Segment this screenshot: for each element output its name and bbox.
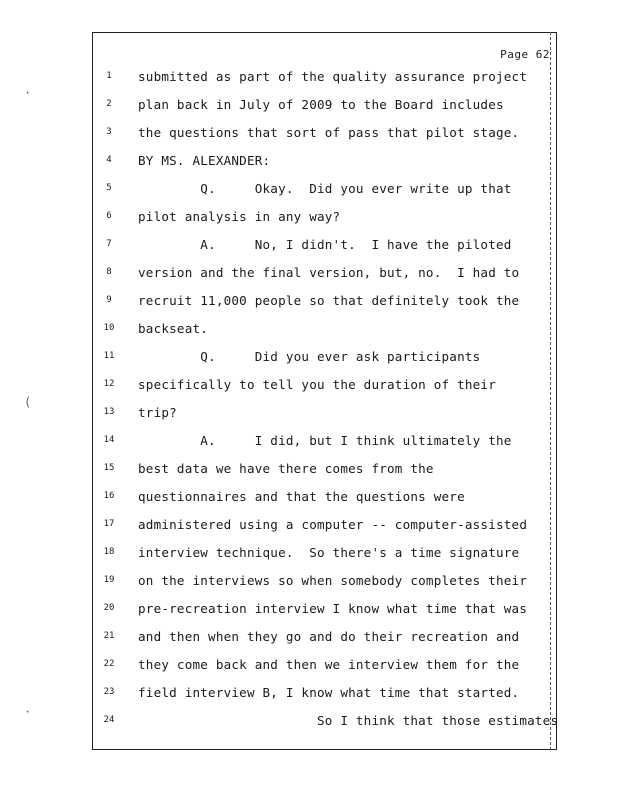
line-number: 11: [103, 351, 115, 361]
line-number: 19: [103, 575, 115, 585]
line-number: 23: [103, 687, 115, 697]
transcript-line: they come back and then we interview them for the: [138, 657, 520, 672]
transcript-line: BY MS. ALEXANDER:: [138, 153, 271, 168]
transcript-line: plan back in July of 2009 to the Board includes: [138, 97, 504, 112]
line-number: 8: [106, 267, 112, 277]
transcript-line: A. I did, but I think ultimately the: [138, 433, 512, 448]
margin-tick-mark: ·: [24, 705, 32, 719]
line-number: 1: [106, 71, 112, 81]
line-number: 7: [106, 239, 112, 249]
transcript-line: administered using a computer -- computer-assisted: [138, 517, 528, 532]
line-number: 5: [106, 183, 112, 193]
transcript-line: field interview B, I know what time that started.: [138, 685, 520, 700]
line-number: 12: [103, 379, 115, 389]
line-number: 4: [106, 155, 112, 165]
transcript-line: the questions that sort of pass that pilot stage.: [138, 125, 520, 140]
line-number: 10: [103, 323, 115, 333]
line-number: 16: [103, 491, 115, 501]
page-number-label: Page 62: [500, 48, 550, 61]
transcript-line: version and the final version, but, no. I had to: [138, 265, 520, 280]
right-margin-rule: [550, 32, 551, 750]
transcript-line: So I think that those estimates: [138, 713, 559, 728]
transcript-line: interview technique. So there's a time signature: [138, 545, 520, 560]
transcript-line: A. No, I didn't. I have the piloted: [138, 237, 512, 252]
transcript-line: on the interviews so when somebody completes their: [138, 573, 528, 588]
line-number: 9: [106, 295, 112, 305]
margin-bracket-mark: (: [24, 395, 32, 409]
transcript-line: recruit 11,000 people so that definitely took the: [138, 293, 520, 308]
transcript-line: questionnaires and that the questions were: [138, 489, 465, 504]
line-number: 13: [103, 407, 115, 417]
margin-tick-mark: ·: [24, 86, 32, 100]
transcript-line: Q. Okay. Did you ever write up that: [138, 181, 512, 196]
line-number: 2: [106, 99, 112, 109]
line-number: 3: [106, 127, 112, 137]
transcript-line: pre-recreation interview I know what time that was: [138, 601, 528, 616]
transcript-line: specifically to tell you the duration of their: [138, 377, 496, 392]
transcript-line: Q. Did you ever ask participants: [138, 349, 481, 364]
line-number: 20: [103, 603, 115, 613]
line-number: 21: [103, 631, 115, 641]
line-number: 17: [103, 519, 115, 529]
line-number: 24: [103, 715, 115, 725]
line-number: 22: [103, 659, 115, 669]
transcript-line: trip?: [138, 405, 177, 420]
transcript-line: backseat.: [138, 321, 209, 336]
transcript-line: pilot analysis in any way?: [138, 209, 341, 224]
transcript-line: submitted as part of the quality assurance project: [138, 69, 528, 84]
line-number: 6: [106, 211, 112, 221]
transcript-line: and then when they go and do their recreation and: [138, 629, 520, 644]
transcript-line: best data we have there comes from the: [138, 461, 434, 476]
line-number: 15: [103, 463, 115, 473]
line-number: 14: [103, 435, 115, 445]
line-number: 18: [103, 547, 115, 557]
